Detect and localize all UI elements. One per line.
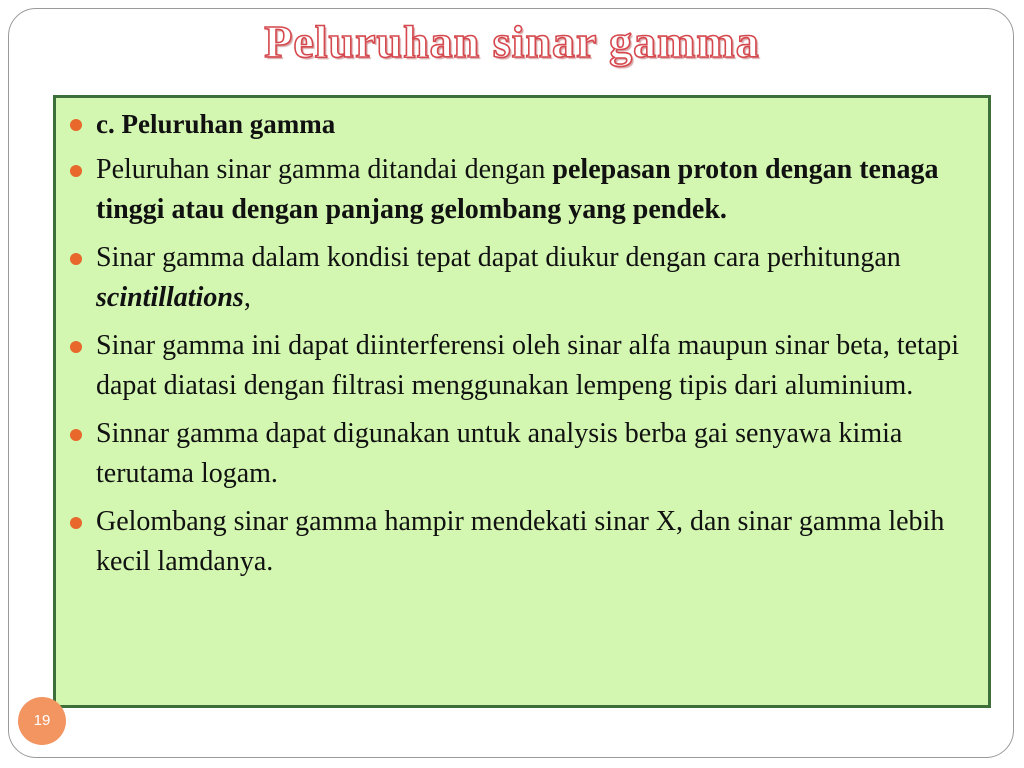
bullet-item-measurement (70, 238, 972, 318)
content-box (53, 95, 991, 708)
bullet-text: Sinnar gamma dapat digunakan untuk analysis berba gai senyawa kimia terutama logam. (96, 418, 903, 489)
bullet-emphasis-text: scintillations (96, 282, 244, 313)
bullet-item-heading (70, 104, 972, 144)
bullet-list (70, 104, 972, 582)
bullet-dot-icon (70, 119, 82, 131)
bullet-heading-text: c. Peluruhan gamma (96, 109, 336, 139)
bullet-item-usage (70, 414, 972, 494)
bullet-text: Gelombang sinar gamma hampir mendekati sinar X, dan sinar gamma lebih kecil lamdanya. (96, 506, 945, 577)
bullet-text: Sinar gamma dalam kondisi tepat dapat diukur dengan cara perhitungan (96, 242, 901, 273)
page-number-badge: 19 (18, 697, 66, 745)
bullet-dot-icon (70, 253, 82, 265)
bullet-item-interference (70, 326, 972, 406)
bullet-item-definition (70, 150, 972, 230)
slide-title: Peluruhan sinar gamma (264, 16, 760, 67)
bullet-text-suffix: , (243, 282, 251, 313)
bullet-bold-text: pelepasan proton dengan tenaga tinggi atau dengan panjang gelombang yang pendek. (96, 154, 939, 225)
bullet-item-wavelength (70, 502, 972, 582)
bullet-dot-icon (70, 429, 82, 441)
bullet-text: Peluruhan sinar gamma ditandai dengan (96, 154, 553, 185)
bullet-dot-icon (70, 341, 82, 353)
bullet-dot-icon (70, 517, 82, 529)
bullet-text: Sinar gamma ini dapat diinterferensi oleh sinar alfa maupun sinar beta, tetapi dapat diatasi dengan filtrasi menggunakan lempeng tipis dari aluminium. (96, 330, 960, 401)
bullet-dot-icon (70, 165, 82, 177)
